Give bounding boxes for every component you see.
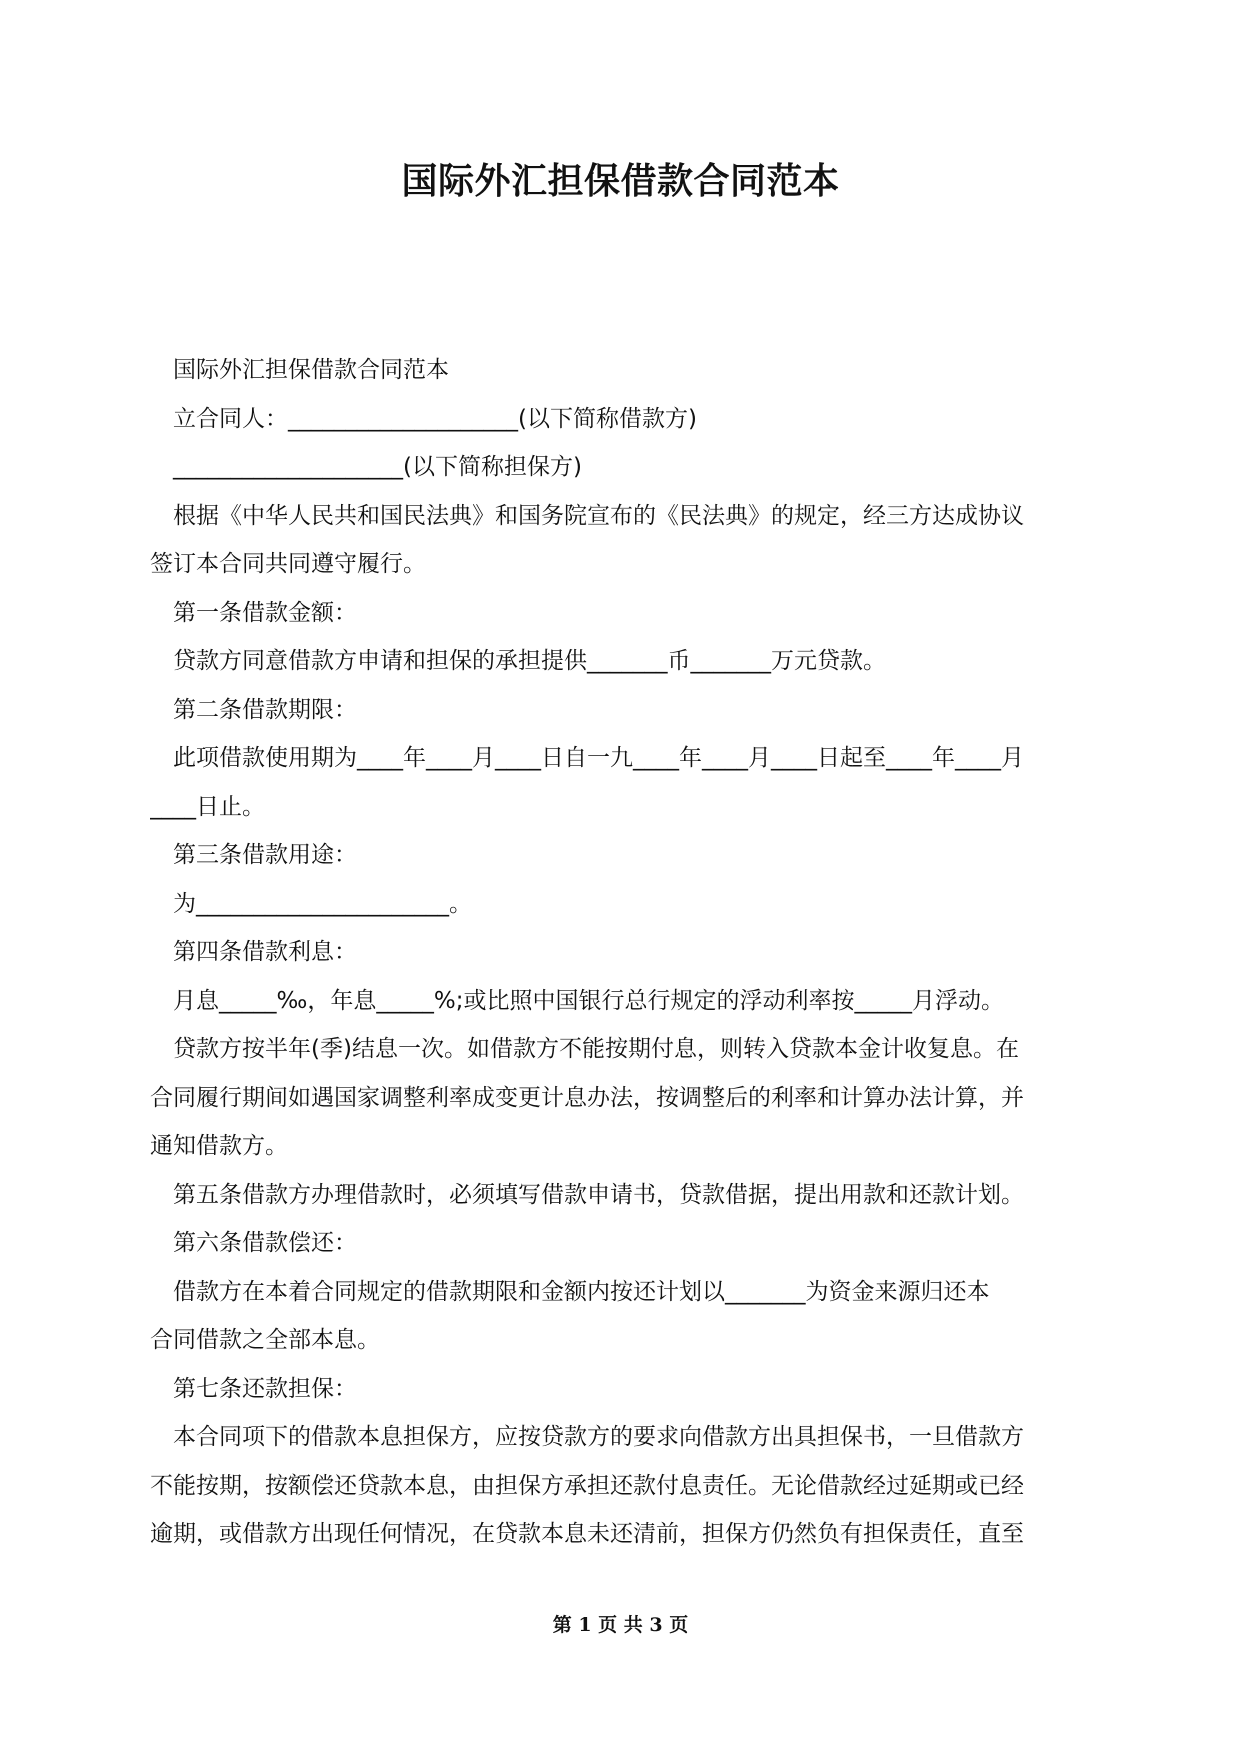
body-line: 合同借款之全部本息。	[150, 1327, 380, 1353]
body-line: 合同履行期间如遇国家调整利率成变更计息办法，按调整后的利率和计算办法计算，并	[150, 1084, 1024, 1111]
body-line: 不能按期，按额偿还贷款本息，由担保方承担还款付息责任。无论借款经过延期或已经	[150, 1472, 1024, 1499]
body-line: 第五条借款方办理借款时，必须填写借款申请书，贷款借据，提出用款和还款计划。	[150, 1181, 1024, 1208]
body-line: 第六条借款偿还：	[150, 1230, 357, 1256]
body-line: 第一条借款金额：	[150, 599, 357, 626]
body-line: 借款方在本着合同规定的借款期限和金额内按还计划以_______为资金来源归还本	[150, 1278, 990, 1305]
body-line: 第四条借款利息：	[150, 939, 357, 965]
body-line: 国际外汇担保借款合同范本	[150, 357, 449, 383]
body-line: 通知借款方。	[150, 1133, 288, 1159]
body-line: 为______________________。	[150, 890, 472, 917]
body-line: 本合同项下的借款本息担保方，应按贷款方的要求向借款方出具担保书，一旦借款方	[150, 1424, 1024, 1450]
page-number-footer: 第 1 页 共 3 页	[552, 1614, 689, 1636]
body-line: 第三条借款用途：	[150, 842, 357, 868]
body-line: 贷款方同意借款方申请和担保的承担提供_______币_______万元贷款。	[150, 648, 886, 674]
body-line: 月息_____‰，年息_____%;或比照中国银行总行规定的浮动利率按_____月浮动。	[150, 987, 1004, 1014]
body-line: 立合同人：____________________(以下简称借款方)	[150, 405, 697, 432]
body-line: 此项借款使用期为____年____月____日自一九____年____月____日起至____年____月	[150, 745, 1024, 771]
document-body	[150, 346, 1096, 1559]
body-line: 逾期，或借款方出现任何情况，在贷款本息未还清前，担保方仍然负有担保责任，直至	[150, 1521, 1024, 1547]
body-line: 贷款方按半年(季)结息一次。如借款方不能按期付息，则转入贷款本金计收复息。在	[150, 1036, 1019, 1062]
body-line: ____________________(以下简称担保方)	[150, 454, 582, 480]
body-line: ____日止。	[150, 793, 265, 820]
document-title: 国际外汇担保借款合同范本	[401, 161, 840, 202]
body-line: 第七条还款担保：	[150, 1375, 357, 1402]
body-line: 第二条借款期限：	[150, 696, 357, 723]
body-line: 签订本合同共同遵守履行。	[150, 551, 426, 577]
body-line: 根据《中华人民共和国民法典》和国务院宣布的《民法典》的规定，经三方达成协议	[150, 502, 1024, 529]
